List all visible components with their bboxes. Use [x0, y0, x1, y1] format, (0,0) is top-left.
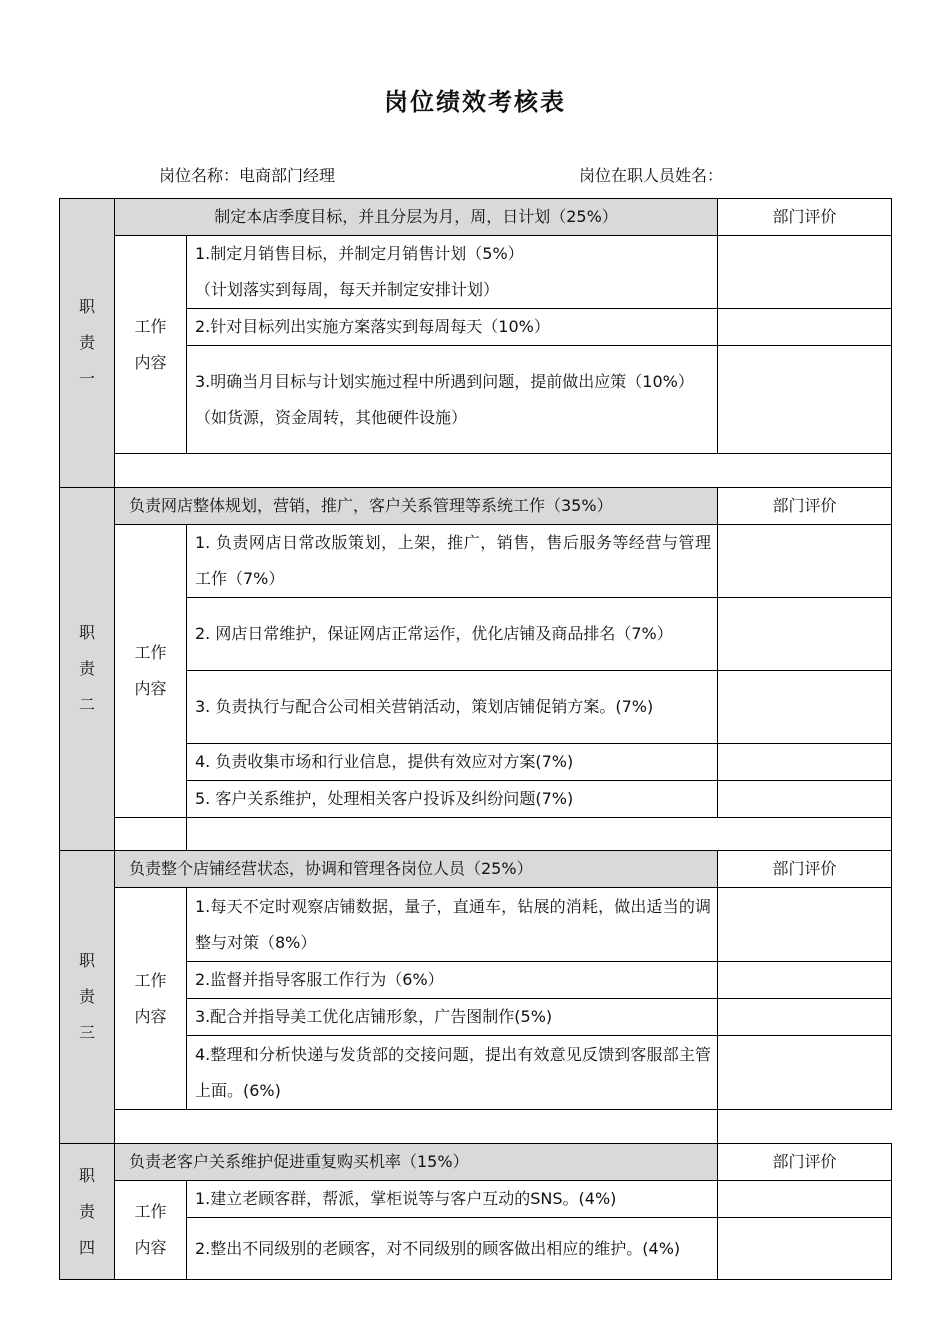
eval-cell-1-1[interactable]	[718, 236, 892, 309]
work-item-2-3: 3. 负责执行与配合公司相关营销活动，策划店铺促销方案。(7%)	[187, 671, 718, 744]
eval-cell-2-3[interactable]	[718, 671, 892, 744]
duty-label-2: 职 责 二	[60, 488, 115, 851]
eval-cell-1-2[interactable]	[718, 309, 892, 346]
duty-header-1: 制定本店季度目标，并且分层为月，周，日计划（25%）	[115, 199, 718, 236]
work-item-1-3: 3.明确当月目标与计划实施过程中所遇到问题，提前做出应策（10%） （如货源，资金周转，其他硬件设施）	[187, 346, 718, 454]
performance-table	[59, 198, 892, 1280]
eval-cell-2-4[interactable]	[718, 744, 892, 781]
work-item-4-1: 1.建立老顾客群，帮派，掌柜说等与客户互动的SNS。(4%)	[187, 1181, 718, 1218]
incumbent-name-label: 岗位在职人员姓名：	[579, 166, 724, 185]
spacer-row-2a	[115, 818, 187, 851]
work-item-4-2: 2.整出不同级别的老顾客，对不同级别的顾客做出相应的维护。(4%)	[187, 1218, 718, 1280]
eval-label-4: 部门评价	[718, 1144, 892, 1181]
eval-cell-3-2[interactable]	[718, 962, 892, 999]
work-item-2-5: 5. 客户关系维护，处理相关客户投诉及纠纷问题(7%)	[187, 781, 718, 818]
work-item-3-4: 4.整理和分析快递与发货部的交接问题，提出有效意见反馈到客服部主管上面。(6%)	[187, 1036, 718, 1110]
eval-cell-3-3[interactable]	[718, 999, 892, 1036]
duty-header-3: 负责整个店铺经营状态，协调和管理各岗位人员（25%）	[115, 851, 718, 888]
work-content-label-4: 工作 内容	[115, 1181, 187, 1280]
work-item-3-3: 3.配合并指导美工优化店铺形象，广告图制作(5%)	[187, 999, 718, 1036]
eval-label-2: 部门评价	[718, 488, 892, 525]
eval-cell-3-4[interactable]	[718, 1036, 892, 1110]
spacer-row-1	[115, 454, 892, 488]
work-item-1-1: 1.制定月销售目标，并制定月销售计划（5%） （计划落实到每周，每天并制定安排计划）	[187, 236, 718, 309]
work-content-label-1: 工作 内容	[115, 236, 187, 454]
work-item-3-1: 1.每天不定时观察店铺数据，量子，直通车，钻展的消耗，做出适当的调整与对策（8%）	[187, 888, 718, 962]
duty-label-3: 职 责 三	[60, 851, 115, 1144]
work-item-2-4: 4. 负责收集市场和行业信息，提供有效应对方案(7%)	[187, 744, 718, 781]
eval-cell-2-5[interactable]	[718, 781, 892, 818]
eval-cell-3-1[interactable]	[718, 888, 892, 962]
work-item-2-1: 1. 负责网店日常改版策划，上架，推广，销售，售后服务等经营与管理工作（7%）	[187, 525, 718, 598]
eval-label-1: 部门评价	[718, 199, 892, 236]
eval-cell-2-1[interactable]	[718, 525, 892, 598]
duty-header-4: 负责老客户关系维护促进重复购买机率（15%）	[115, 1144, 718, 1181]
position-name-label: 岗位名称：电商部门经理	[159, 166, 336, 185]
duty-label-1: 职 责 一	[60, 199, 115, 488]
eval-cell-2-2[interactable]	[718, 598, 892, 671]
duty-header-2: 负责网店整体规划，营销，推广，客户关系管理等系统工作（35%）	[115, 488, 718, 525]
spacer-row-3	[115, 1110, 718, 1144]
work-content-label-2: 工作 内容	[115, 525, 187, 818]
work-content-label-3: 工作 内容	[115, 888, 187, 1110]
page-title: 岗位绩效考核表	[384, 88, 566, 116]
spacer-row-2b	[187, 818, 892, 851]
eval-cell-4-2[interactable]	[718, 1218, 892, 1280]
duty-label-4: 职 责 四	[60, 1144, 115, 1280]
work-item-3-2: 2.监督并指导客服工作行为（6%）	[187, 962, 718, 999]
eval-label-3: 部门评价	[718, 851, 892, 888]
work-item-2-2: 2. 网店日常维护，保证网店正常运作，优化店铺及商品排名（7%）	[187, 598, 718, 671]
work-item-1-2: 2.针对目标列出实施方案落实到每周每天（10%）	[187, 309, 718, 346]
eval-cell-1-3[interactable]	[718, 346, 892, 454]
eval-cell-4-1[interactable]	[718, 1181, 892, 1218]
